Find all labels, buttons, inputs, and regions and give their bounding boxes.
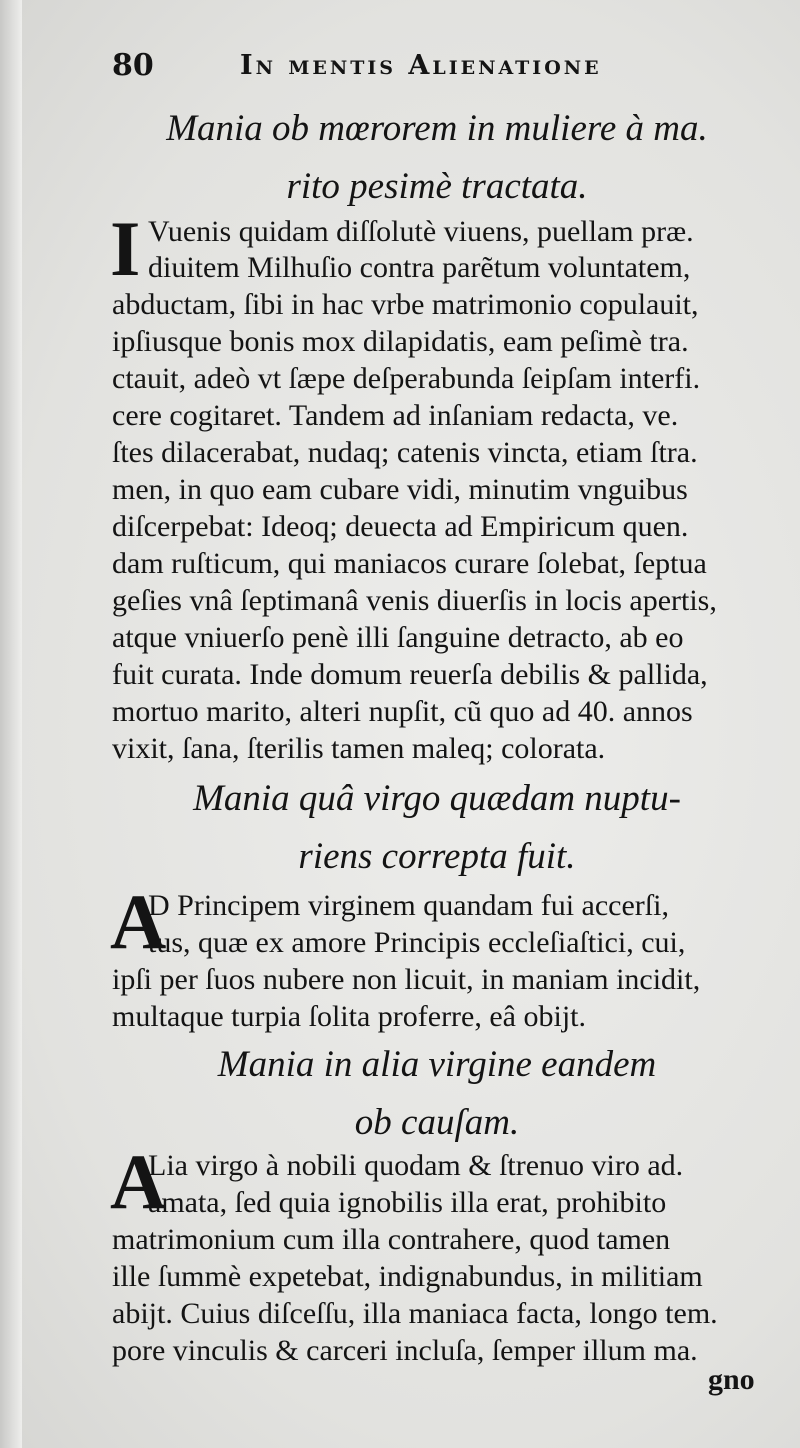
drop-cap: A	[110, 878, 167, 965]
heading-line: ob cauſam.	[354, 1102, 520, 1143]
page-number: 80	[112, 48, 154, 83]
catchword: gno	[708, 1363, 755, 1396]
text-line: atque vniuerſo penè illi ſanguine detracto, ab eo	[112, 621, 684, 654]
page-gutter-shadow	[0, 0, 22, 1448]
page-header	[112, 44, 762, 90]
text-line: Lia virgo à nobili quodam & ſtrenuo viro ad.	[148, 1149, 684, 1182]
text-line: abijt. Cuius diſceſſu, illa maniaca facta, longo tem.	[112, 1297, 718, 1330]
text-line: vixit, ſana, ſterilis tamen maleq; colorata.	[112, 732, 606, 765]
text-line: fuit curata. Inde domum reuerſa debilis & pallida,	[112, 658, 708, 691]
heading-line: riens correpta fuit.	[298, 836, 576, 877]
heading-line: Mania ob mœrorem in muliere à ma.	[166, 108, 708, 149]
text-line: mortuo marito, alteri nupſit, cũ quo ad 40. annos	[112, 695, 693, 728]
drop-cap: I	[110, 205, 141, 292]
text-line: ſtes dilacerabat, nudaq; catenis vincta, etiam ſtra.	[112, 436, 698, 469]
section-heading	[112, 100, 762, 216]
heading-line: Mania quâ virgo quædam nuptu-	[193, 778, 681, 819]
text-line: ctauit, adeò vt ſæpe deſperabunda ſeipſam interfi.	[112, 362, 701, 395]
text-line: pore vinculis & carceri incluſa, ſemper illum ma.	[112, 1334, 698, 1367]
text-line: matrimonium cum illa contrahere, quod tamen	[112, 1223, 671, 1256]
text-line: amata, ſed quia ignobilis illa erat, prohibito	[148, 1186, 667, 1219]
text-line: cere cogitaret. Tandem ad inſaniam redacta, ve.	[112, 399, 679, 432]
text-line: ipſi per ſuos nubere non licuit, in maniam incidit,	[112, 963, 701, 996]
section-heading	[112, 1036, 762, 1152]
running-head: In mentis Alienatione	[240, 50, 602, 81]
text-line: geſies vnâ ſeptimanâ venis diuerſis in locis apertis,	[112, 584, 717, 617]
text-line: D Principem virginem quandam fui accerſi,	[148, 889, 669, 922]
text-line: abductam, ſibi in hac vrbe matrimonio copulauit,	[112, 288, 699, 321]
text-line: multaque turpia ſolita proferre, eâ obijt.	[112, 1000, 586, 1033]
text-line: men, in quo eam cubare vidi, minutim vnguibus	[112, 473, 688, 506]
heading-line: Mania in alia virgine eandem	[217, 1044, 657, 1085]
text-line: dam ruſticum, qui maniacos curare ſolebat, ſeptua	[112, 547, 707, 580]
text-line: tus, quæ ex amore Principis eccleſiaſtici, cui,	[148, 926, 686, 959]
text-line: ipſiusque bonis mox dilapidatis, eam peſimè tra.	[112, 325, 689, 358]
section-heading	[112, 770, 762, 886]
text-line: Vuenis quidam diſſolutè viuens, puellam præ.	[148, 215, 694, 248]
text-line: diuitem Milhuſio contra parẽtum voluntatem,	[148, 251, 691, 284]
text-line: ille ſummè expetebat, indignabundus, in militiam	[112, 1260, 703, 1293]
text-line: diſcerpebat: Ideoq; deuecta ad Empiricum quen.	[112, 510, 689, 543]
drop-cap: A	[110, 1138, 167, 1225]
heading-line: rito pesimè tractata.	[286, 166, 588, 207]
